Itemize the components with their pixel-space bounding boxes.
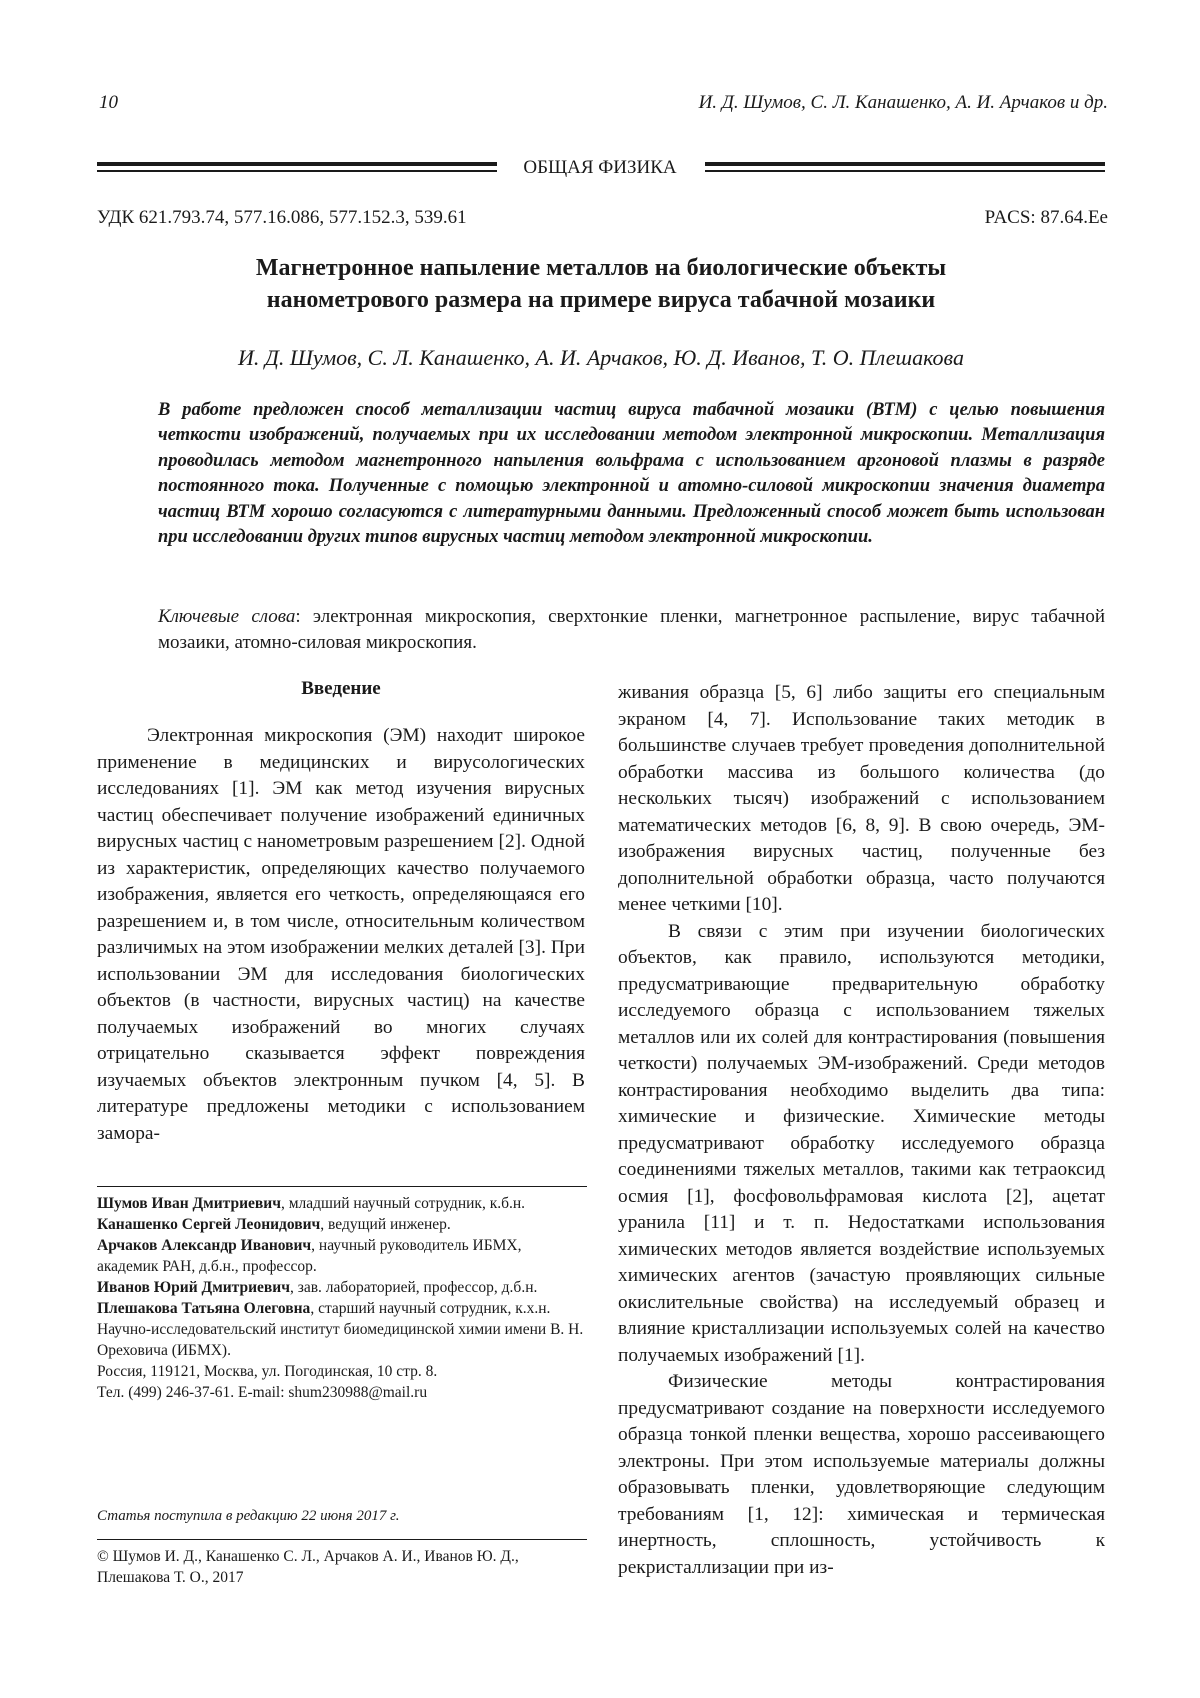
keywords-list: : электронная микроскопия, сверхтонкие пленки, магнетронное распыление, вирус табачной мозаики, атомно-силовая микроскопия. (158, 606, 1105, 653)
copyright: © Шумов И. Д., Канашенко С. Л., Арчаков А. И., Иванов Ю. Д., Плешакова Т. О., 2017 (97, 1548, 519, 1586)
author-name: Канашенко Сергей Леонидович (97, 1216, 321, 1233)
section-label: ОБЩАЯ ФИЗИКА (523, 157, 677, 178)
footnote-author-4 (97, 1277, 587, 1298)
paragraph: Электронная микроскопия (ЭМ) находит широкое применение в медицинских и вирусологических исследованиях [1]. ЭМ как метод изучения вирусных частиц обеспечивает получение изображений единичных вирусных частиц с нанометровым разрешением [2]. Одной из характеристик, определяющих качество получаемого изображения, является его четкость, определяющаяся его разрешением и, в том числе, относительным количеством различимых на этом изображении мелких деталей [3]. При использовании ЭМ для исследования биологических объектов (в частности, вирусных частиц) на качестве получаемых изображений во многих случаях отрицательно сказывается эффект повреждения изучаемых объектов электронным пучком [4, 5]. В литературе предложены методики с использованием замора- (97, 725, 585, 1144)
footnote-author-3 (97, 1235, 587, 1256)
author-name: Плешакова Татьяна Олеговна (97, 1300, 311, 1317)
article-title (97, 252, 1105, 316)
left-column-text (97, 723, 585, 1147)
author-role: , научный руководитель ИБМХ, (311, 1237, 522, 1254)
udk-code: УДК 621.793.74, 577.16.086, 577.152.3, 539.61 (97, 207, 467, 228)
section-rule-right (705, 162, 1105, 176)
author-role: , младший научный сотрудник, к.б.н. (280, 1195, 526, 1212)
section-rule-left (97, 162, 497, 176)
contacts: Тел. (499) 246-37-61. E-mail: shum230988@mail.ru (97, 1384, 428, 1401)
author-name: Иванов Юрий Дмитриевич (97, 1279, 290, 1296)
author-role: , старший научный сотрудник, к.х.н. (310, 1300, 551, 1317)
author-name: Арчаков Александр Иванович (97, 1237, 312, 1254)
right-column-text (618, 680, 1105, 1581)
address: Россия, 119121, Москва, ул. Погодинская, 10 стр. 8. (97, 1363, 438, 1380)
footnote-author-3-extra: академик РАН, д.б.н., профессор. (97, 1258, 317, 1275)
keywords (158, 604, 1105, 656)
author-footnotes (97, 1193, 587, 1403)
pacs-code: PACS: 87.64.Ee (984, 207, 1108, 228)
running-header-authors: И. Д. Шумов, С. Л. Канашенко, А. И. Арчаков и др. (698, 92, 1108, 113)
abstract: В работе предложен способ металлизации частиц вируса табачной мозаики (ВТМ) с целью повышения четкости изображений, получаемых при их исследовании методом электронной микроскопии. Металлизация проводилась методом магнетронного напыления вольфрама с использованием аргоновой плазмы в разряде постоянного тока. Полученные с помощью электронной и атомно-силовой микроскопии значения диаметра частиц ВТМ хорошо согласуются с литературными данными. Предложенный способ может быть использован при исследовании других типов вирусных частиц методом электронной микроскопии. (158, 400, 1105, 548)
author-role: , ведущий инженер. (320, 1216, 451, 1233)
copyright-divider (97, 1539, 587, 1540)
page-number: 10 (99, 92, 118, 113)
title-line-1: Магнетронное напыление металлов на биологические объекты (255, 255, 947, 281)
paragraph: живания образца [5, 6] либо защиты его специальным экраном [4, 7]. Использование таких методик в большинстве случаев требует проведения дополнительной обработки массива из большого количества (до нескольких тысяч) изображений с использованием математических методов [6, 8, 9]. В свою очередь, ЭМ-изображения вирусных частиц, полученные без дополнительной обработки образца, часто получаются менее четкими [10]. (618, 682, 1105, 915)
author-role: , зав. лабораторией, профессор, д.б.н. (289, 1279, 538, 1296)
footnote-author-1 (97, 1193, 587, 1214)
footnote-divider (97, 1186, 587, 1187)
footnote-author-2 (97, 1214, 587, 1235)
title-line-2: нанометрового размера на примере вируса табачной мозаики (266, 287, 936, 313)
received-date: Статья поступила в редакцию 22 июня 2017 г. (97, 1508, 400, 1524)
section-heading-introduction: Введение (301, 678, 381, 699)
paragraph: В связи с этим при изучении биологических объектов, как правило, используются методики, предусматривающие предварительную обработку исследуемого образца с использованием тяжелых металлов или их солей для контрастирования (повышения четкости) получаемых ЭМ-изображений. Среди методов контрастирования необходимо выделить два типа: химические и физические. Химические методы предусматривают обработку исследуемого образца соединениями тяжелых металлов, такими как тетраоксид осмия [1], фосфовольфрамовая кислота [2], ацетат уранила [11] и т. п. Недостатками использования химических методов является воздействие используемых химических агентов (зачастую проявляющих сильные окислительные свойства) на исследуемый образец и влияние кристаллизации используемых солей на качество получаемых изображений [1]. (618, 920, 1105, 1366)
institute: Научно-исследовательский институт биомедицинской химии имени В. Н. Ореховича (ИБМХ). (97, 1321, 584, 1359)
author-name: Шумов Иван Дмитриевич (97, 1195, 281, 1212)
paragraph: Физические методы контрастирования предусматривают создание на поверхности исследуемого образца тонкой пленки вещества, хорошо рассеивающего электроны. При этом используемые материалы должны образовывать пленки, удовлетворяющие следующим требованиям [1, 12]: химическая и термическая инертность, сплошность, устойчивость к рекристаллизации при из- (618, 1371, 1105, 1578)
keywords-label: Ключевые слова (158, 606, 296, 627)
article-authors: И. Д. Шумов, С. Л. Канашенко, А. И. Арчаков, Ю. Д. Иванов, Т. О. Плешакова (238, 345, 964, 370)
footnote-author-5 (97, 1298, 587, 1319)
